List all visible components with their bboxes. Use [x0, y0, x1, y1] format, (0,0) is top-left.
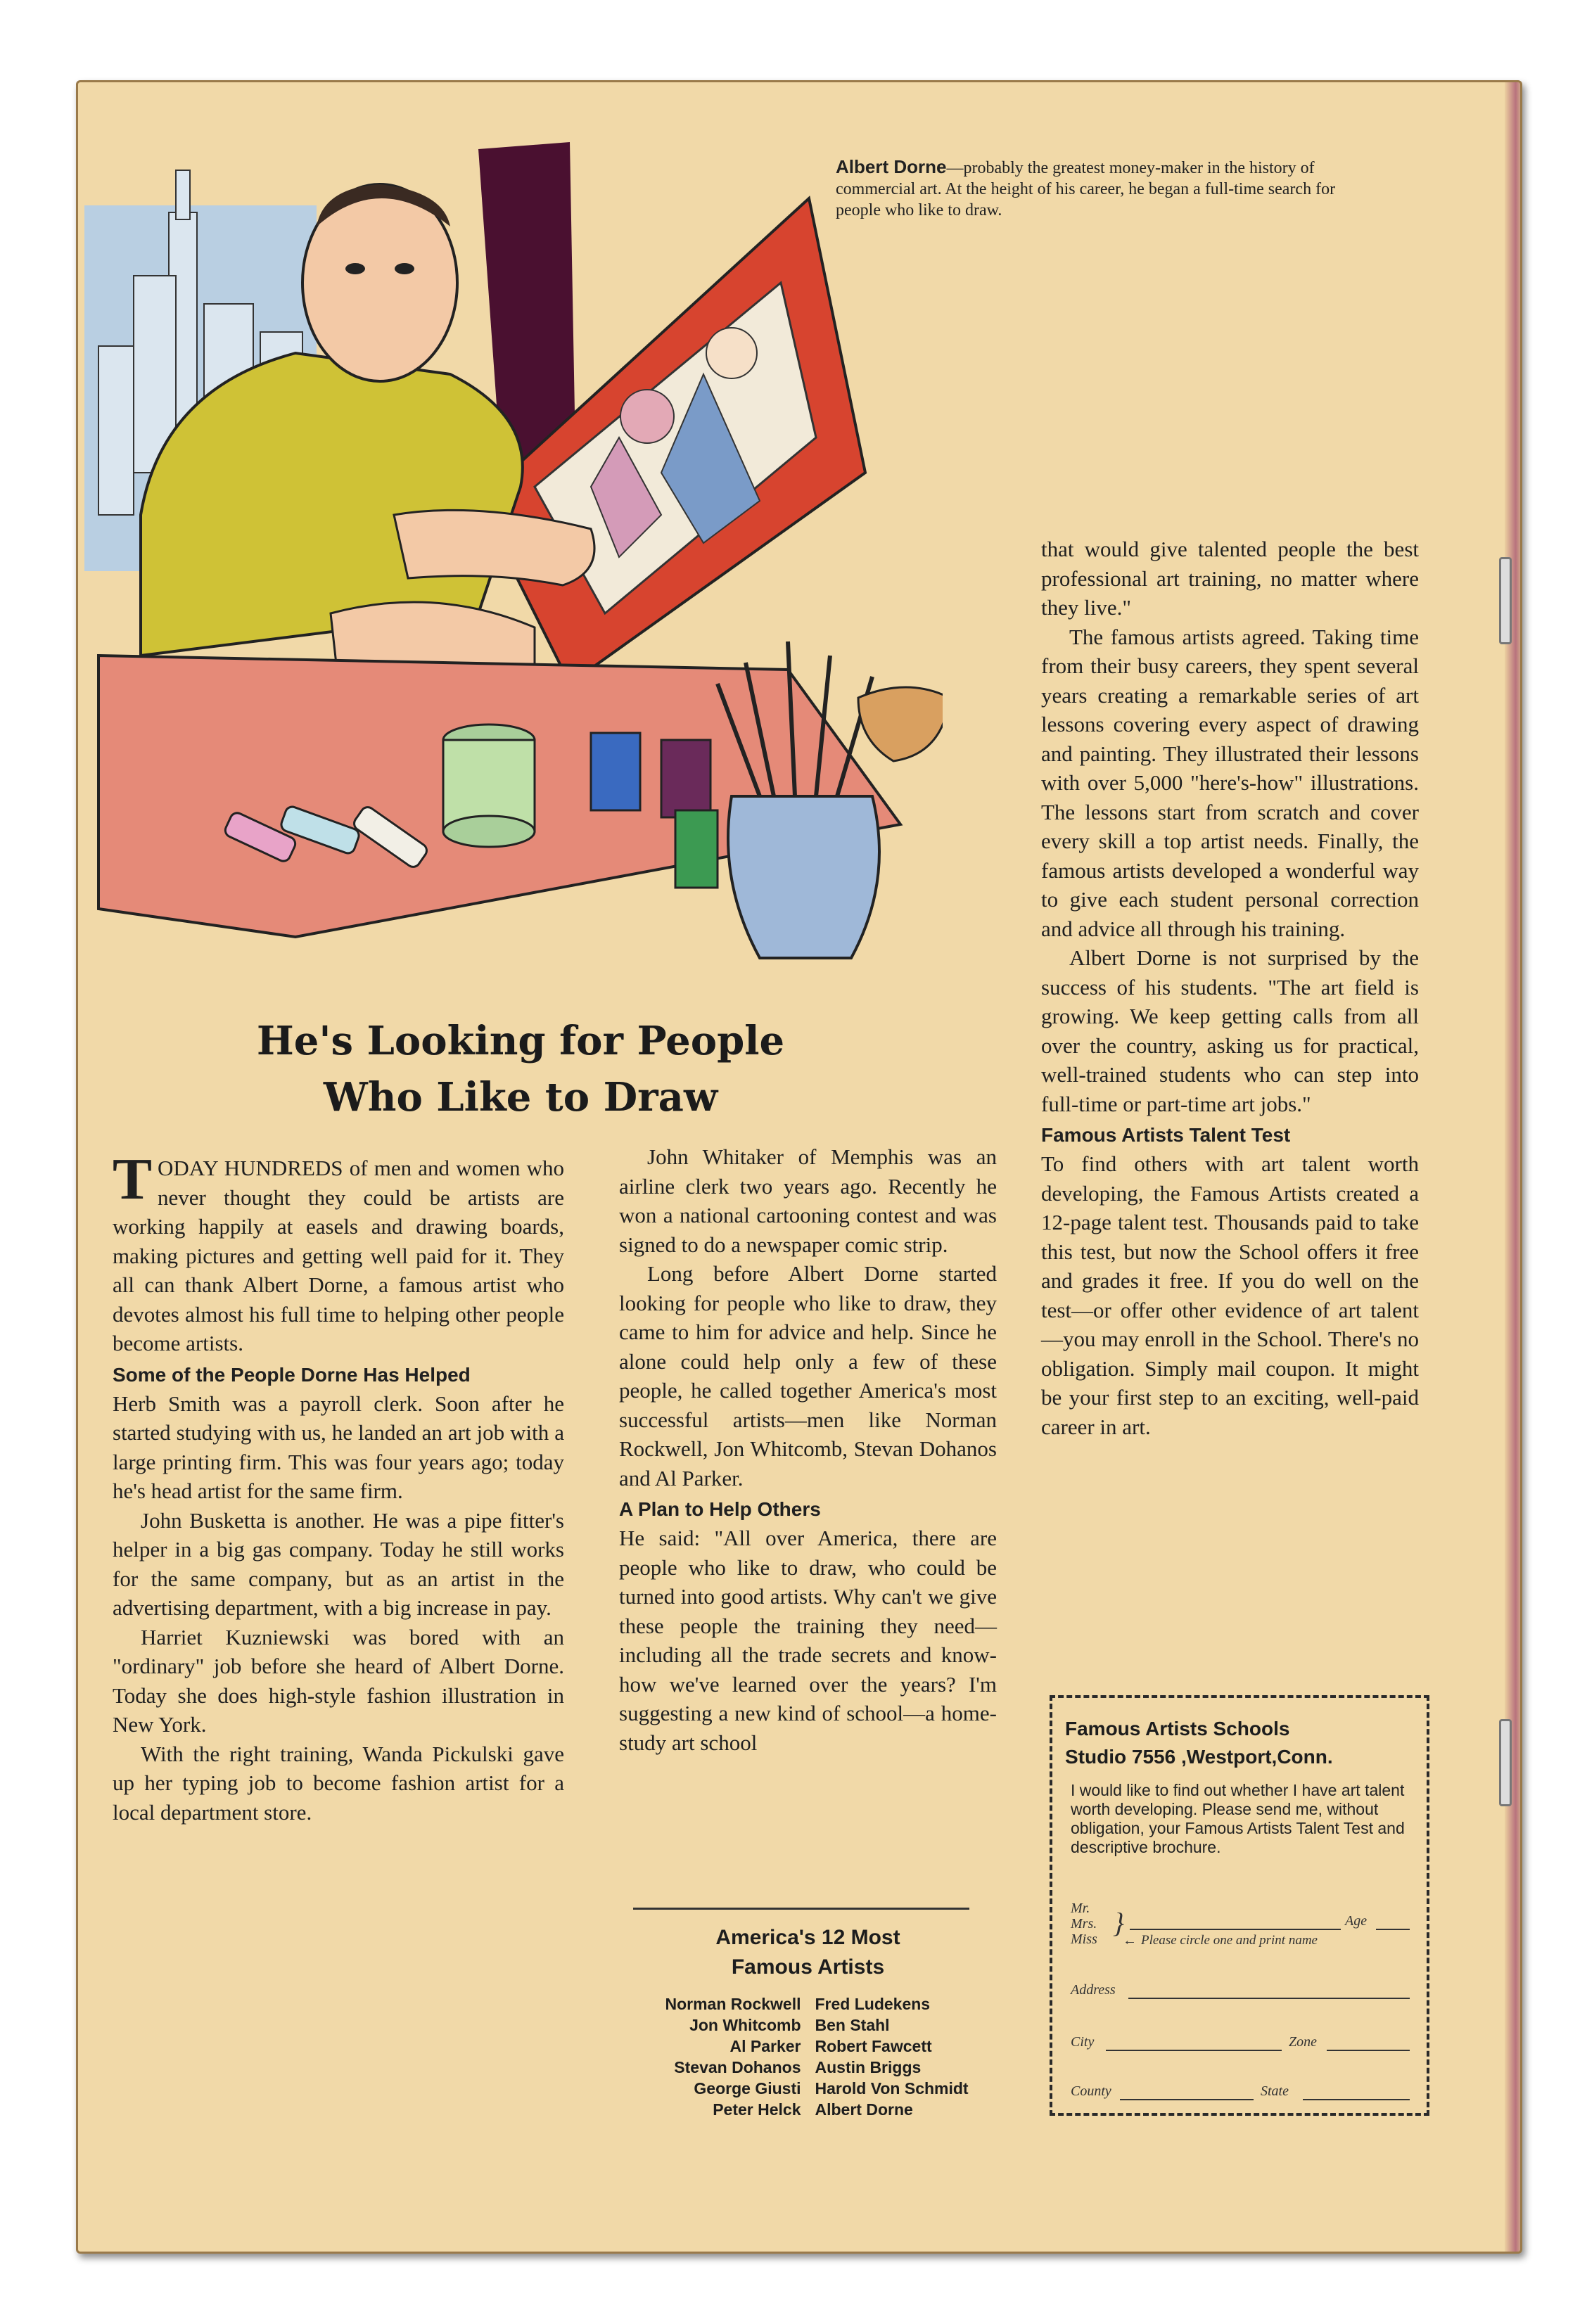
artist-name: Austin Briggs	[815, 2058, 922, 2076]
spine-edge	[1505, 82, 1522, 2252]
paragraph-he-said: He said: "All over America, there are people who like to draw, who could be turned into good artists. Why can't we give these people the training they need—including all the trade secrets and know-how we've learned over the years? I'm suggesting a new kind of school—a home-study art school	[619, 1526, 997, 1755]
article-column-2	[619, 1142, 997, 1757]
label-age: Age	[1345, 1913, 1368, 1929]
subheading-people-helped: Some of the People Dorne Has Helped	[113, 1363, 471, 1386]
famous-artists-list	[619, 1923, 997, 2120]
artist-name: Harold Von Schmidt	[815, 2079, 969, 2098]
paragraph-john-busketta: John Busketta is another. He was a pipe fitter's helper in a big gas company. Today he still works for the same company, but as an artist in the advertising department, with a big increase in pay.	[113, 1507, 564, 1620]
subheading-talent-test: Famous Artists Talent Test	[1041, 1124, 1291, 1146]
paragraph-herb-smith: Herb Smith was a payroll clerk. Soon after he started studying with us, he landed an art job with a large printing firm. This was four years ago; today he's head artist for the same firm.	[113, 1391, 564, 1503]
lead-smallcaps: ODAY HUNDREDS	[158, 1156, 343, 1180]
artist-name: Peter Helck	[713, 2100, 801, 2119]
age-field[interactable]	[1376, 1929, 1410, 1930]
drop-cap: T	[113, 1147, 153, 1212]
bowl	[858, 687, 943, 761]
paragraph-john-whitaker: John Whitaker of Memphis was an airline clerk two years ago. Recently he won a national cartooning contest and was signed to do a newspaper comic strip.	[619, 1144, 997, 1257]
county-field[interactable]	[1120, 2099, 1254, 2100]
artist-name: Albert Dorne	[815, 2100, 913, 2119]
staple-bottom	[1499, 1719, 1512, 1806]
artist-illustration	[84, 121, 943, 990]
label-state: State	[1261, 2083, 1289, 2099]
arrow-left-icon: ←	[1123, 1933, 1137, 1948]
circle-note: Please circle one and print name	[1141, 1933, 1318, 1948]
subheading-plan: A Plan to Help Others	[619, 1498, 821, 1520]
article-column-3	[1041, 535, 1419, 1441]
artist-names-grid	[619, 1993, 997, 2120]
intro-text: of men and women who never thought they could be artists are working happily at easels and drawing boards, making pictures and getting well paid for it. They all can thank Albert Dorne, a famous artist who devotes almost his full time to helping other people become artists.	[113, 1156, 564, 1355]
coupon-school-name: Famous Artists Schools	[1065, 1718, 1290, 1739]
paragraph-artists-agreed: The famous artists agreed. Taking time from their busy careers, they spent several years creating a remarkable series of art lessons covering every aspect of drawing and painting. They illustrated their lessons with over 5,000 "here's-how" illustrations. The lessons start from scratch and cover every skill a top artist needs. Finally, the famous artists developed a wonderful way to give each student personal correction and advice all through his training.	[1041, 624, 1419, 941]
article-column-1	[113, 1147, 564, 1827]
coupon-body: I would like to find out whether I have art talent worth developing. Please send me, without obligation, your Famous Artists Talent Test and descriptive brochure.	[1071, 1781, 1405, 1856]
paragraph-talent-test: To find others with art talent worth developing, the Famous Artists created a 12-page talent test. Thousands paid to take this test, but now the School offers it free and grades it free. If you do well on the test—or offer other evidence of art talent—you may enroll in the School. There's no obligation. Simply mail coupon. It might be your first step to an exciting, well-paid career in art.	[1041, 1151, 1419, 1439]
address-field[interactable]	[1128, 1998, 1410, 1999]
label-city: City	[1071, 2034, 1095, 2050]
headline	[169, 1013, 872, 1125]
brace-icon: }	[1113, 1907, 1124, 1939]
paragraph-continued: that would give talented people the best professional art training, no matter where they live."	[1041, 537, 1419, 620]
mail-coupon[interactable]	[1050, 1695, 1429, 2116]
label-mr: Mr.	[1071, 1901, 1090, 1916]
headline-line-1: He's Looking for People	[256, 1018, 785, 1064]
label-mrs: Mrs.	[1071, 1916, 1097, 1932]
artist-name: Jon Whitcomb	[689, 2016, 801, 2034]
paragraph-harriet: Harriet Kuzniewski was bored with an "ordinary" job before she heard of Albert Dorne. Today she does high-style fashion illustration in New York.	[113, 1624, 564, 1737]
paragraph-long-before: Long before Albert Dorne started looking for people who like to draw, they came to him for advice and help. Since he alone could help only a few of these people, he called together America's most successful artists—men like Norman Rockwell, Jon Whitcomb, Stevan Dohanos and Al Parker.	[619, 1261, 997, 1490]
label-zone: Zone	[1289, 2034, 1317, 2050]
caption-text: —probably the greatest money-maker in the history of commercial art. At the height of his career, he began a full-time search for people who like to draw.	[836, 159, 1336, 219]
paragraph-not-surprised: Albert Dorne is not surprised by the success of his students. "The art field is growing. We keep getting calls from all over the country, asking us for practical, well-trained students who can step into full-time or part-time art jobs."	[1041, 945, 1419, 1116]
name-field[interactable]	[1130, 1929, 1341, 1930]
staple-top	[1499, 557, 1512, 644]
artist-name: Ben Stahl	[815, 2016, 890, 2034]
artist-name: Fred Ludekens	[815, 1995, 931, 2013]
list-title-1: America's 12 Most	[715, 1926, 900, 1949]
label-address: Address	[1071, 1982, 1116, 1998]
artist-name: Stevan Dohanos	[674, 2058, 801, 2076]
city-field[interactable]	[1106, 2050, 1282, 2051]
paragraph-wanda: With the right training, Wanda Pickulski gave up her typing job to become fashion artist for a local department store.	[113, 1741, 564, 1825]
label-county: County	[1071, 2083, 1111, 2099]
coupon-header	[1065, 1715, 1333, 1771]
paragraph-intro	[113, 1147, 564, 1358]
zone-field[interactable]	[1327, 2050, 1410, 2051]
state-field[interactable]	[1303, 2099, 1410, 2100]
artist-name: George Giusti	[694, 2079, 801, 2098]
headline-line-2: Who Like to Draw	[323, 1074, 718, 1120]
artist-name: Norman Rockwell	[665, 1995, 801, 2013]
list-title-2: Famous Artists	[731, 1955, 885, 1979]
caption-name: Albert Dorne	[836, 156, 947, 177]
coupon-address-line: Studio 7556 ,Westport,Conn.	[1065, 1746, 1333, 1768]
artist-name: Robert Fawcett	[815, 2037, 932, 2055]
label-miss: Miss	[1071, 1932, 1097, 1947]
artist-name: Al Parker	[729, 2037, 801, 2055]
divider-rule	[633, 1908, 969, 1910]
illustration-caption	[836, 156, 1356, 221]
